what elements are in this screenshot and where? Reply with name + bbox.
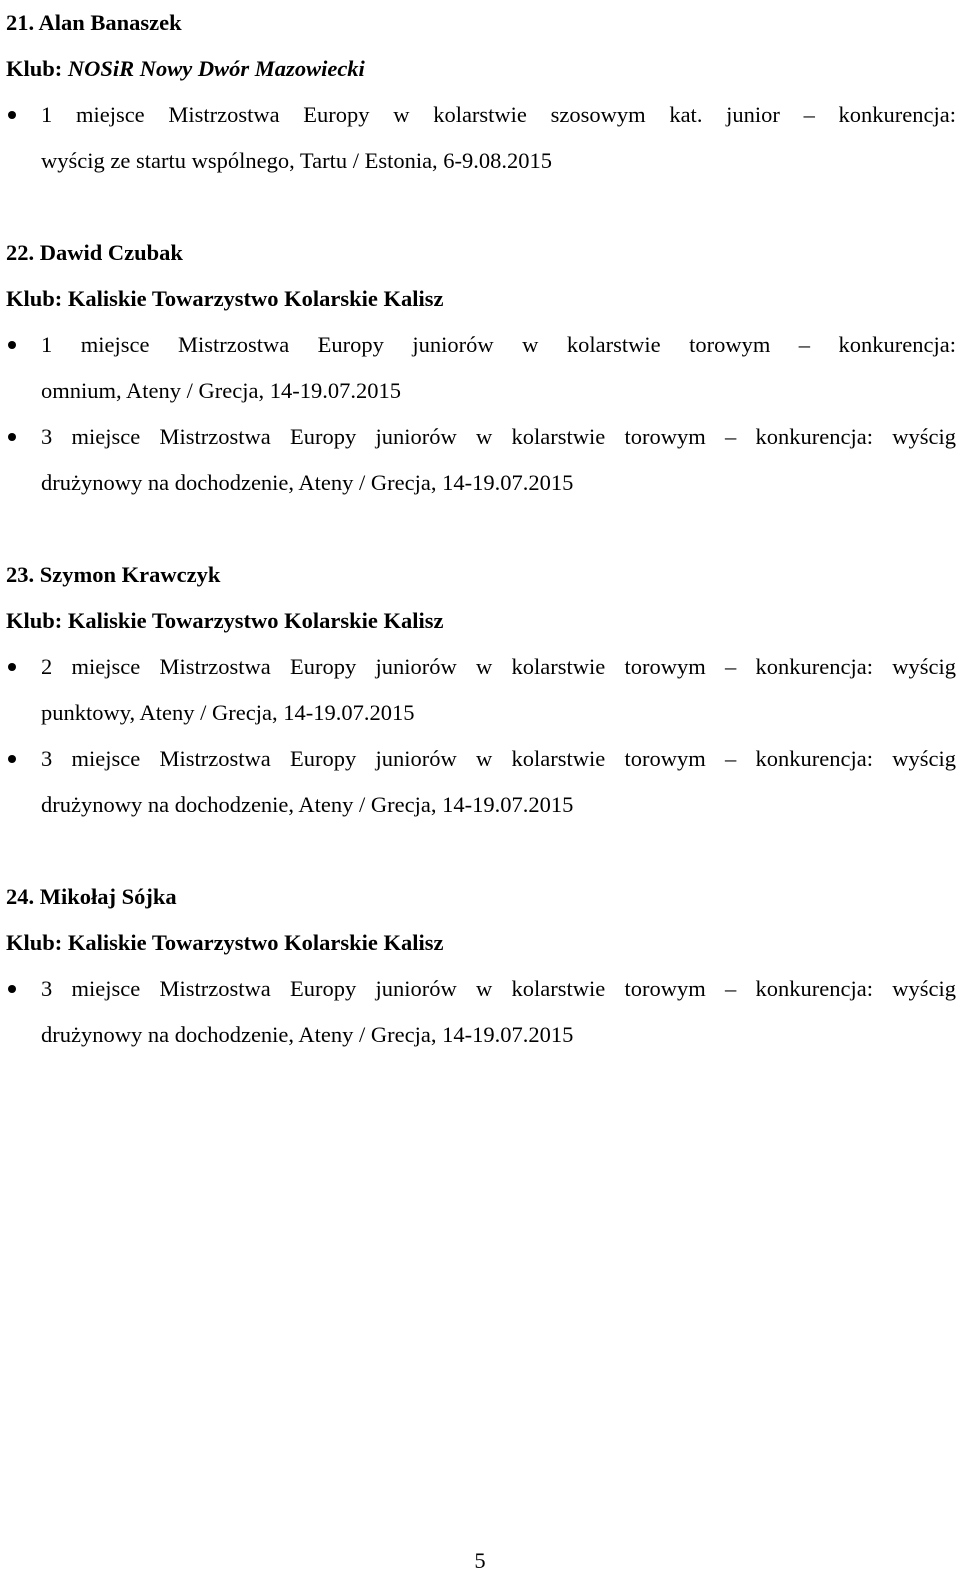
bullet-icon — [8, 111, 16, 119]
achievement-line-2: punktowy, Ateny / Grecja, 14-19.07.2015 — [41, 700, 415, 725]
athlete-heading: 21. Alan Banaszek — [6, 10, 182, 35]
club-line — [6, 276, 956, 322]
achievement-line-1: 3 miejsce Mistrzostwa Europy juniorów w kolarstwie torowym – konkurencja: wyścig — [41, 424, 956, 449]
bullet-icon — [8, 433, 16, 441]
achievement-item — [6, 92, 956, 184]
club-name: NOSiR Nowy Dwór Mazowiecki — [67, 56, 365, 81]
club-line — [6, 46, 956, 92]
achievement-line-2: omnium, Ateny / Grecja, 14-19.07.2015 — [41, 378, 401, 403]
achievement-item — [6, 414, 956, 506]
achievement-item — [6, 966, 956, 1058]
club-line — [6, 598, 956, 644]
athlete-heading: 24. Mikołaj Sójka — [6, 884, 177, 909]
achievement-line-1: 1 miejsce Mistrzostwa Europy w kolarstwie szosowym kat. junior – konkurencja: — [41, 102, 956, 127]
club-name: Kaliskie Towarzystwo Kolarskie Kalisz — [67, 608, 444, 633]
bullet-icon — [8, 985, 16, 993]
achievement-line-2: drużynowy na dochodzenie, Ateny / Grecja, 14-19.07.2015 — [41, 792, 574, 817]
achievement-item — [6, 736, 956, 828]
achievement-line-1: 2 miejsce Mistrzostwa Europy juniorów w kolarstwie torowym – konkurencja: wyścig — [41, 654, 956, 679]
achievement-item — [6, 644, 956, 736]
athlete-heading: 23. Szymon Krawczyk — [6, 562, 221, 587]
athlete-entry-24 — [6, 874, 956, 1058]
bullet-icon — [8, 663, 16, 671]
bullet-icon — [8, 755, 16, 763]
document-page — [6, 0, 956, 1058]
athlete-entry-21 — [6, 0, 956, 184]
achievement-line-2: drużynowy na dochodzenie, Ateny / Grecja, 14-19.07.2015 — [41, 1022, 574, 1047]
club-label: Klub: — [6, 56, 63, 81]
athlete-heading: 22. Dawid Czubak — [6, 240, 183, 265]
achievement-line-2: wyścig ze startu wspólnego, Tartu / Estonia, 6-9.08.2015 — [41, 148, 553, 173]
achievement-line-2: drużynowy na dochodzenie, Ateny / Grecja, 14-19.07.2015 — [41, 470, 574, 495]
achievement-line-1: 1 miejsce Mistrzostwa Europy juniorów w kolarstwie torowym – konkurencja: — [41, 332, 956, 357]
achievement-line-1: 3 miejsce Mistrzostwa Europy juniorów w kolarstwie torowym – konkurencja: wyścig — [41, 746, 956, 771]
club-label: Klub: — [6, 608, 63, 633]
achievement-line-1: 3 miejsce Mistrzostwa Europy juniorów w kolarstwie torowym – konkurencja: wyścig — [41, 976, 956, 1001]
club-label: Klub: — [6, 930, 63, 955]
section-gap — [6, 828, 956, 874]
club-line — [6, 920, 956, 966]
section-gap — [6, 506, 956, 552]
achievement-item — [6, 322, 956, 414]
club-label: Klub: — [6, 286, 63, 311]
page-number: 5 — [474, 1548, 486, 1573]
section-gap — [6, 184, 956, 230]
athlete-entry-23 — [6, 552, 956, 828]
athlete-entry-22 — [6, 230, 956, 506]
club-name: Kaliskie Towarzystwo Kolarskie Kalisz — [67, 286, 444, 311]
club-name: Kaliskie Towarzystwo Kolarskie Kalisz — [67, 930, 444, 955]
bullet-icon — [8, 341, 16, 349]
